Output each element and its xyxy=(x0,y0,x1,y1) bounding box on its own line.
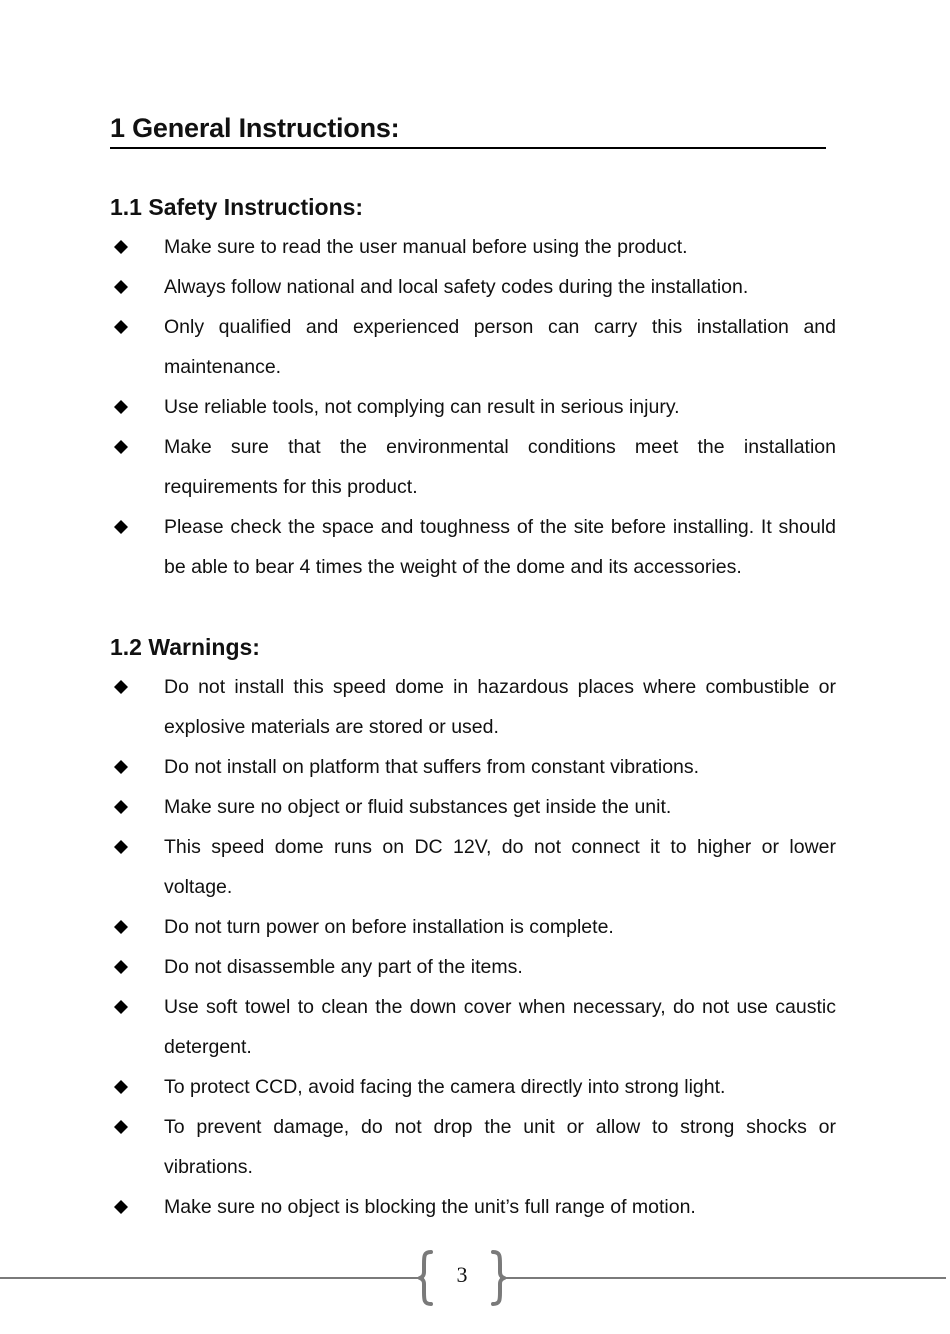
list-item xyxy=(110,507,836,587)
diamond-bullet-icon xyxy=(114,280,128,294)
list-item-text: Make sure no object is blocking the unit’s full range of motion. xyxy=(164,1196,696,1218)
list-item xyxy=(110,1187,836,1227)
diamond-bullet-icon xyxy=(114,960,128,974)
list-item-text: Make sure no object or fluid substances get inside the unit. xyxy=(164,796,672,818)
diamond-bullet-icon xyxy=(114,440,128,454)
page-number: 3 xyxy=(456,1262,468,1287)
list-item-text: Make sure that the environmental conditions meet the installation requirements for this product. xyxy=(164,436,836,498)
title-underline xyxy=(110,147,826,149)
right-brace-icon xyxy=(490,1250,506,1306)
diamond-bullet-icon xyxy=(114,760,128,774)
diamond-bullet-icon xyxy=(114,840,128,854)
diamond-bullet-icon xyxy=(114,320,128,334)
diamond-bullet-icon xyxy=(114,1080,128,1094)
diamond-bullet-icon xyxy=(114,1000,128,1014)
list-item xyxy=(110,427,836,507)
list-item xyxy=(110,907,836,947)
section-heading-warnings: 1.2 Warnings: xyxy=(110,634,260,660)
list-item-text: Do not install this speed dome in hazardous places where combustible or explosive materials are stored or used. xyxy=(164,676,836,738)
list-item-text: Use soft towel to clean the down cover when necessary, do not use caustic detergent. xyxy=(164,996,836,1058)
footer-divider-left xyxy=(0,1277,424,1279)
footer-divider-right xyxy=(500,1277,946,1279)
diamond-bullet-icon xyxy=(114,520,128,534)
list-item-text: Use reliable tools, not complying can result in serious injury. xyxy=(164,396,680,418)
list-item xyxy=(110,267,836,307)
list-item-text: To prevent damage, do not drop the unit or allow to strong shocks or vibrations. xyxy=(164,1116,836,1178)
list-item-text: Do not install on platform that suffers from constant vibrations. xyxy=(164,756,700,778)
list-item-text: To protect CCD, avoid facing the camera directly into strong light. xyxy=(164,1076,726,1098)
safety-instructions-list xyxy=(110,227,836,587)
list-item xyxy=(110,1107,836,1187)
list-item xyxy=(110,667,836,747)
warnings-list xyxy=(110,667,836,1227)
section-heading-safety: 1.1 Safety Instructions: xyxy=(110,194,364,220)
list-item-text: Only qualified and experienced person can carry this installation and maintenance. xyxy=(164,316,836,378)
list-item xyxy=(110,947,836,987)
diamond-bullet-icon xyxy=(114,1200,128,1214)
list-item xyxy=(110,307,836,387)
page-title: 1 General Instructions: xyxy=(110,113,400,143)
list-item xyxy=(110,987,836,1067)
list-item xyxy=(110,747,836,787)
list-item-text: Please check the space and toughness of the site before installing. It should be able to bear 4 times the weight of the dome and its accessories. xyxy=(164,516,836,578)
diamond-bullet-icon xyxy=(114,680,128,694)
left-brace-icon xyxy=(418,1250,434,1306)
diamond-bullet-icon xyxy=(114,920,128,934)
diamond-bullet-icon xyxy=(114,240,128,254)
list-item xyxy=(110,387,836,427)
diamond-bullet-icon xyxy=(114,400,128,414)
list-item-text: Do not disassemble any part of the items. xyxy=(164,956,523,978)
list-item-text: Make sure to read the user manual before using the product. xyxy=(164,236,688,258)
list-item xyxy=(110,1067,836,1107)
list-item-text: Always follow national and local safety codes during the installation. xyxy=(164,276,749,298)
diamond-bullet-icon xyxy=(114,800,128,814)
list-item xyxy=(110,787,836,827)
list-item-text: This speed dome runs on DC 12V, do not connect it to higher or lower voltage. xyxy=(164,836,836,898)
list-item xyxy=(110,227,836,267)
diamond-bullet-icon xyxy=(114,1120,128,1134)
list-item-text: Do not turn power on before installation is complete. xyxy=(164,916,614,938)
list-item xyxy=(110,827,836,907)
